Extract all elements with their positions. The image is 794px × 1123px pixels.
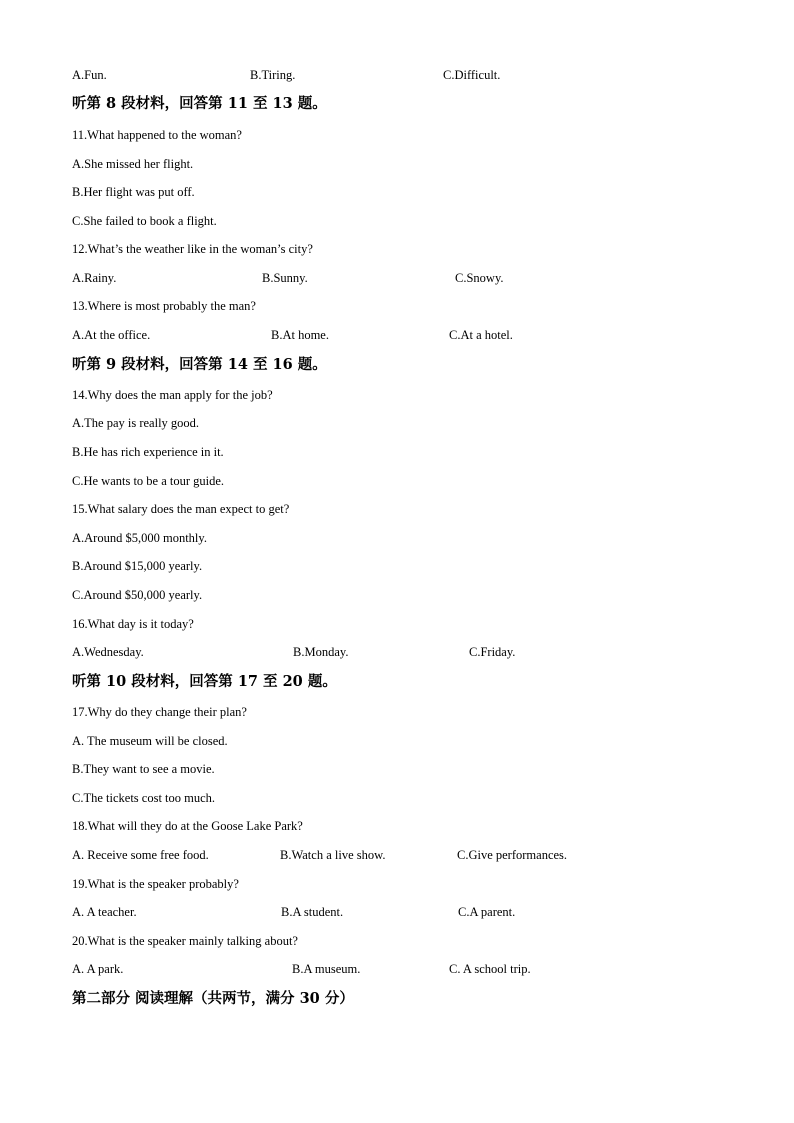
answer-option: A.The pay is really good. [72, 416, 200, 430]
options-row [72, 327, 632, 343]
option-a: A.Wednesday. [72, 645, 144, 659]
part-heading: 第二部分 阅读理解（共两节，满分 30 分） [72, 990, 354, 1007]
answer-option: A. The museum will be closed. [72, 734, 228, 748]
options-row [72, 67, 632, 83]
answer-option: C.He wants to be a tour guide. [72, 474, 225, 488]
option-b: B.A student. [281, 905, 344, 919]
answer-option: B.Around $15,000 yearly. [72, 559, 203, 573]
option-c: C. A school trip. [449, 962, 531, 976]
question-14: 14.Why does the man apply for the job? [72, 388, 273, 402]
option-b: B.Monday. [293, 645, 349, 659]
option-b: B.Sunny. [262, 271, 308, 285]
question-15: 15.What salary does the man expect to get? [72, 502, 290, 516]
question-11: 11.What happened to the woman? [72, 128, 242, 142]
answer-option: B.Her flight was put off. [72, 185, 195, 199]
section-heading: 听第 8 段材料，回答第 11 至 13 题。 [72, 95, 327, 112]
option-c: C.A parent. [458, 905, 516, 919]
option-b: B.Watch a live show. [280, 848, 386, 862]
options-row [72, 904, 632, 920]
option-a: A. A park. [72, 962, 124, 976]
section-heading: 听第 9 段材料，回答第 14 至 16 题。 [72, 356, 327, 373]
option-b: B.A museum. [292, 962, 361, 976]
answer-option: A.She missed her flight. [72, 157, 194, 171]
question-13: 13.Where is most probably the man? [72, 299, 256, 313]
question-20: 20.What is the speaker mainly talking about? [72, 934, 298, 948]
options-row [72, 847, 632, 863]
option-c: C.At a hotel. [449, 328, 513, 342]
option-a: A.Rainy. [72, 271, 117, 285]
option-c: C.Friday. [469, 645, 516, 659]
answer-option: C.Around $50,000 yearly. [72, 588, 203, 602]
question-19: 19.What is the speaker probably? [72, 877, 239, 891]
question-16: 16.What day is it today? [72, 617, 194, 631]
option-c: C.Snowy. [455, 271, 504, 285]
question-18: 18.What will they do at the Goose Lake Park? [72, 819, 303, 833]
option-a: A. A teacher. [72, 905, 137, 919]
question-12: 12.What’s the weather like in the woman’s city? [72, 242, 313, 256]
answer-option: A.Around $5,000 monthly. [72, 531, 207, 545]
answer-option: B.They want to see a movie. [72, 762, 215, 776]
option-c: C.Give performances. [457, 848, 568, 862]
options-row [72, 270, 632, 286]
option-a: A.At the office. [72, 328, 151, 342]
option-b: B.Tiring. [250, 68, 296, 82]
option-b: B.At home. [271, 328, 329, 342]
option-a: A.Fun. [72, 68, 107, 82]
options-row [72, 961, 632, 977]
option-a: A. Receive some free food. [72, 848, 209, 862]
section-heading: 听第 10 段材料，回答第 17 至 20 题。 [72, 673, 337, 690]
answer-option: C.The tickets cost too much. [72, 791, 216, 805]
answer-option: B.He has rich experience in it. [72, 445, 224, 459]
answer-option: C.She failed to book a flight. [72, 214, 217, 228]
question-17: 17.Why do they change their plan? [72, 705, 247, 719]
option-c: C.Difficult. [443, 68, 501, 82]
options-row [72, 644, 632, 660]
